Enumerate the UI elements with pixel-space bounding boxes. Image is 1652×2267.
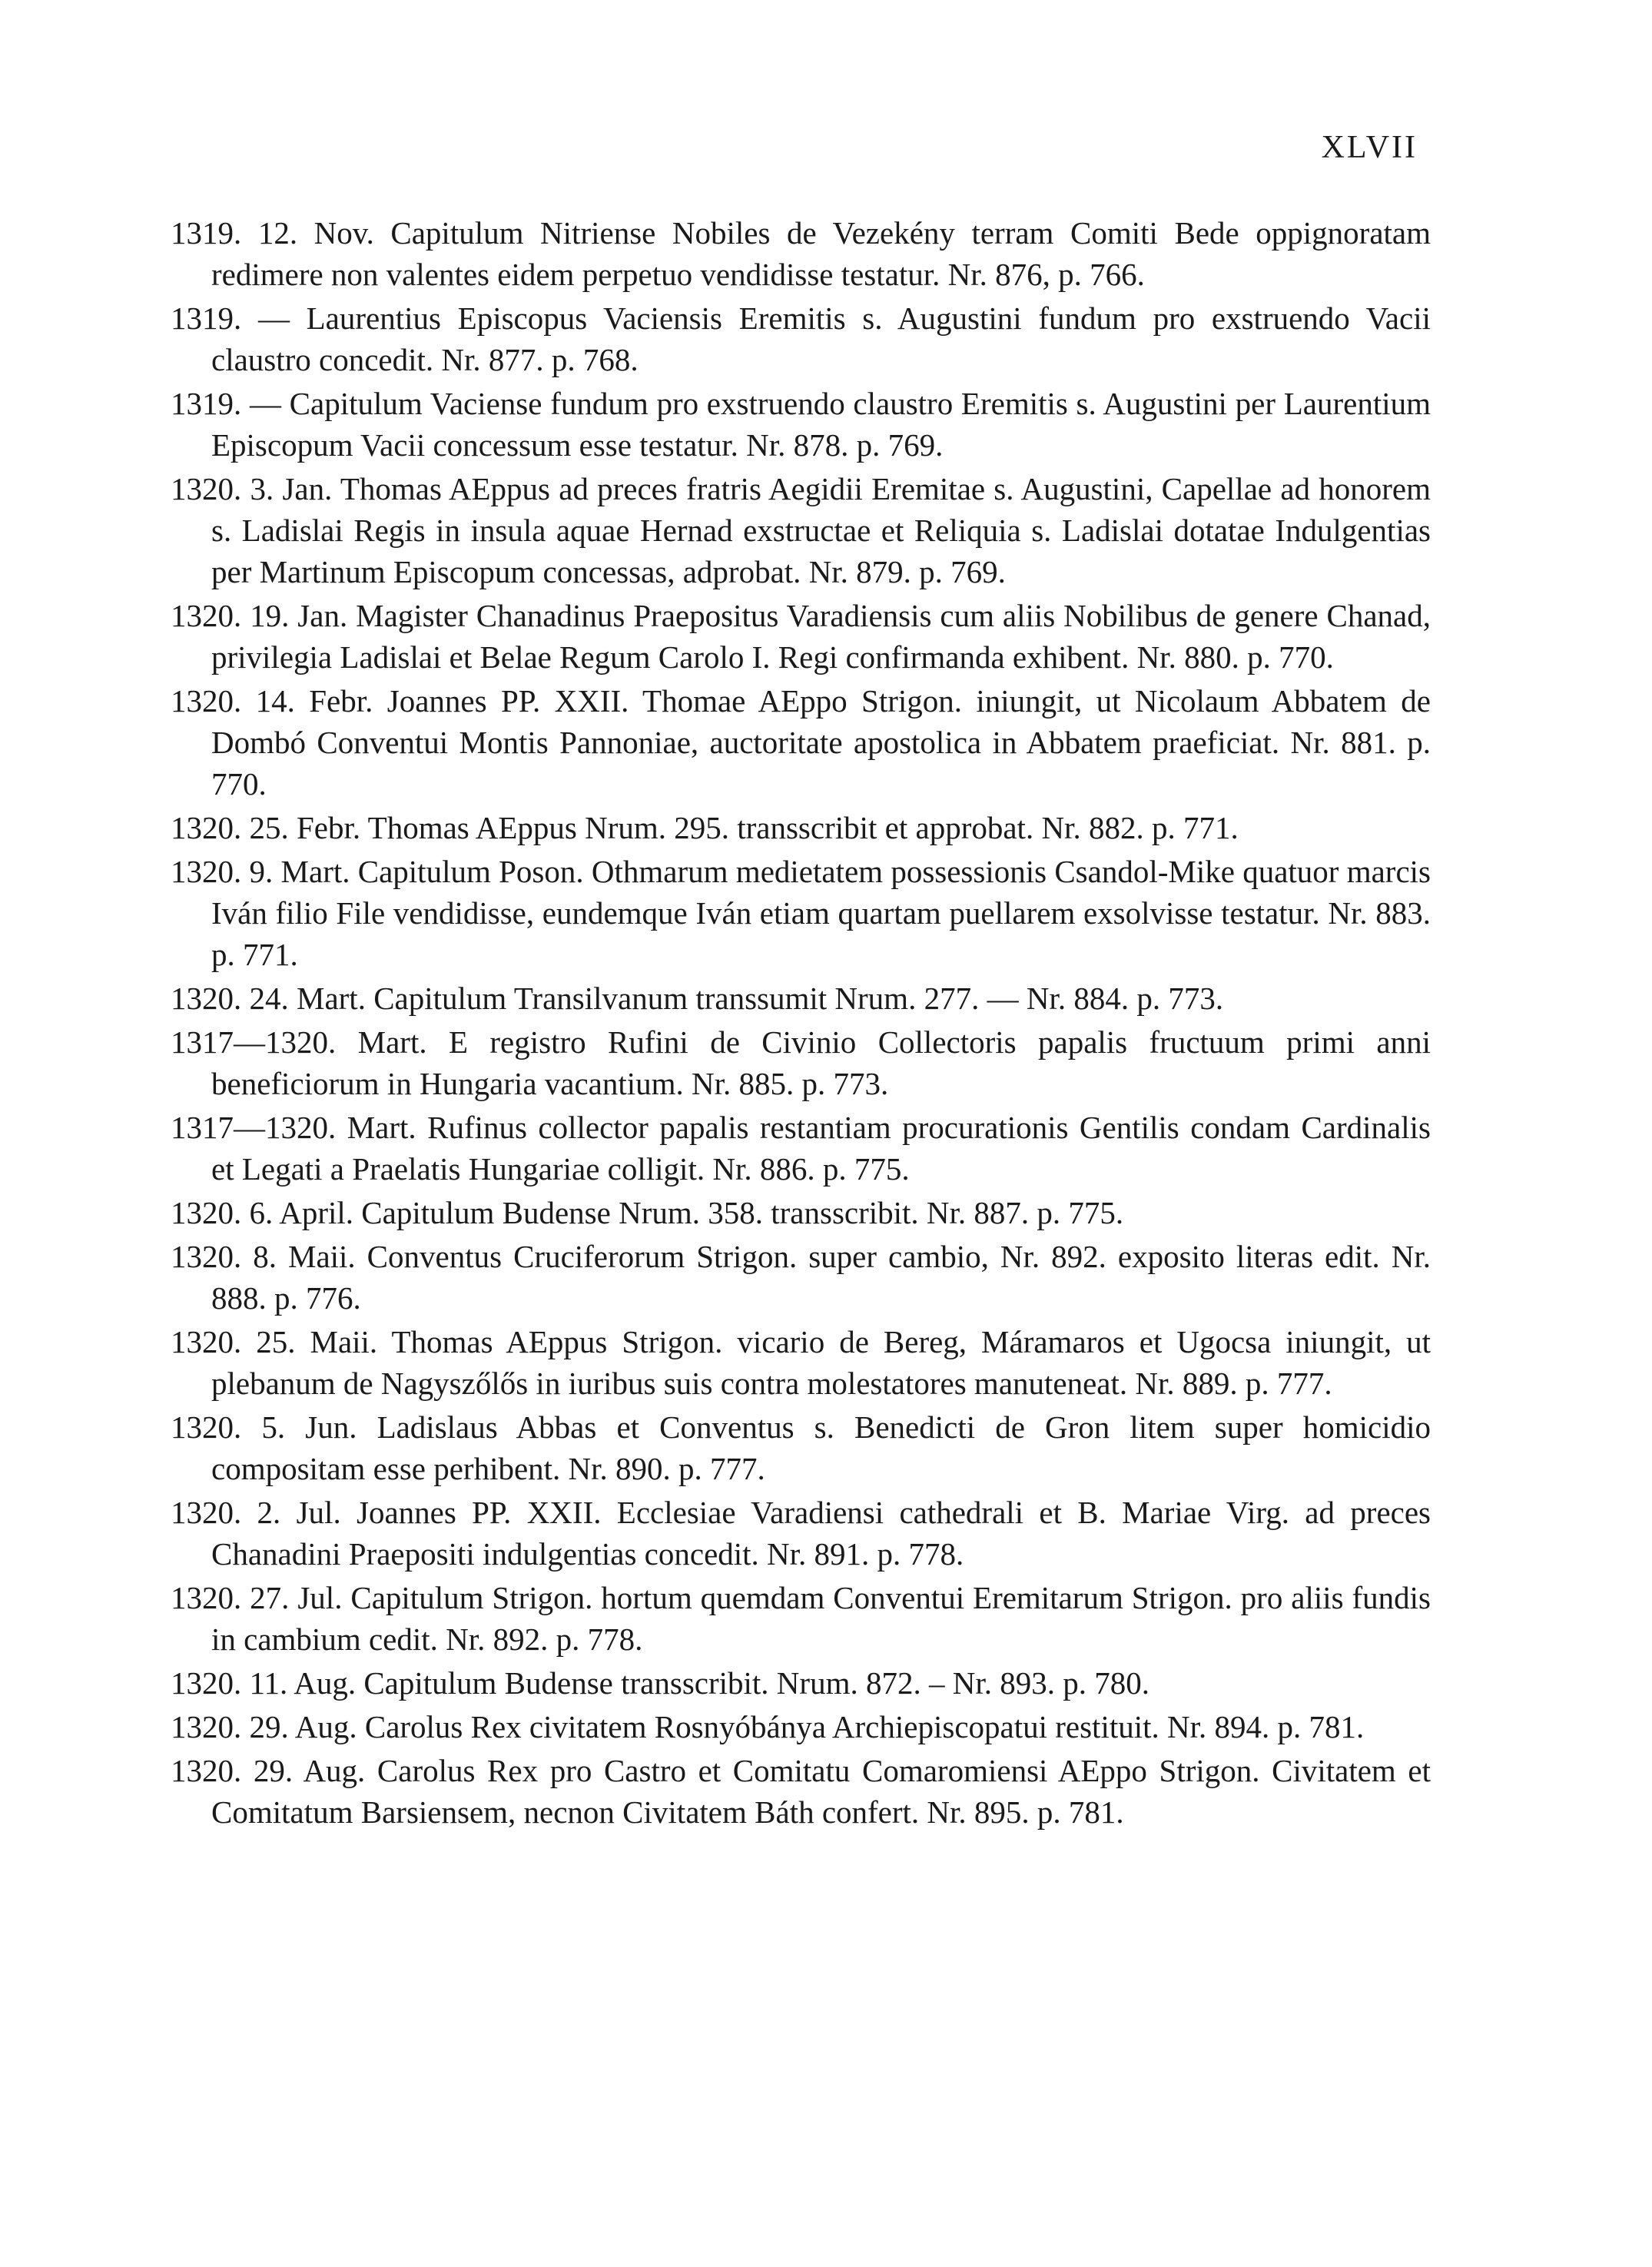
list-item [171, 807, 1431, 848]
entry-text: 1319. — Capitulum Vaciense fundum pro exstruendo claustro Eremitis s. Augustini per Laurentium Episcopum Vacii concessum esse testatur. Nr. 878. p. 769. [171, 386, 1431, 463]
entry-text: 1320. 2. Jul. Joannes PP. XXII. Ecclesiae Varadiensi cathedrali et B. Mariae Virg. ad preces Chanadini Praepositi indulgentias concedit. Nr. 891. p. 778. [171, 1495, 1431, 1572]
entry-text: 1320. 25. Febr. Thomas AEppus Nrum. 295. transscribit et approbat. Nr. 882. p. 771. [171, 810, 1239, 845]
entry-text: 1320. 19. Jan. Magister Chanadinus Praepositus Varadiensis cum aliis Nobilibus de genere Chanad, privilegia Ladislai et Belae Regum Carolo I. Regi confirmanda exhibent. Nr. 880. p. 770. [171, 598, 1431, 675]
list-item [171, 1021, 1431, 1104]
list-item [171, 977, 1431, 1019]
list-item [171, 1492, 1431, 1575]
entry-text: 1320. 3. Jan. Thomas AEppus ad preces fratris Aegidii Eremitae s. Augustini, Capellae ad honorem s. Ladislai Regis in insula aquae Hernad exstructae et Reliquia s. Ladislai dotatae Indulgentias per Martinum Episcopum concessas, adprobat. Nr. 879. p. 769. [171, 471, 1431, 589]
entry-text: 1320. 29. Aug. Carolus Rex civitatem Rosnyóbánya Archiepiscopatui restituit. Nr. 894. p. 781. [171, 1709, 1365, 1744]
entry-text: 1320. 8. Maii. Conventus Cruciferorum Strigon. super cambio, Nr. 892. exposito literas edit. Nr. 888. p. 776. [171, 1239, 1431, 1316]
list-item [171, 1662, 1431, 1704]
list-item [171, 212, 1431, 295]
list-item [171, 297, 1431, 380]
entry-text: 1320. 6. April. Capitulum Budense Nrum. 358. transscribit. Nr. 887. p. 775. [171, 1195, 1124, 1230]
list-item [171, 1321, 1431, 1404]
entry-text: 1320. 9. Mart. Capitulum Poson. Othmarum medietatem possessionis Csandol-Mike quatuor marcis Iván filio File vendidisse, eundemque Iván etiam quartam puellarem exsolvisse testatur. Nr. 883. p. 771. [171, 854, 1431, 972]
entry-text: 1320. 25. Maii. Thomas AEppus Strigon. vicario de Bereg, Máramaros et Ugocsa iniungit, ut plebanum de Nagyszőlős in iuribus suis contra molestatores manuteneat. Nr. 889. p. 777. [171, 1324, 1431, 1401]
list-item [171, 1706, 1431, 1748]
list-item [171, 1406, 1431, 1489]
regesta-list [171, 212, 1431, 1835]
list-item [171, 1236, 1431, 1319]
entry-text: 1317—1320. Mart. E registro Rufini de Civinio Collectoris papalis fructuum primi anni beneficiorum in Hungaria vacantium. Nr. 885. p. 773. [171, 1024, 1431, 1101]
page-number: XLVII [1321, 130, 1418, 165]
list-item [171, 851, 1431, 975]
entry-text: 1317—1320. Mart. Rufinus collector papalis restantiam procurationis Gentilis condam Cardinalis et Legati a Praelatis Hungariae colligit. Nr. 886. p. 775. [171, 1110, 1431, 1187]
entry-text: 1320. 14. Febr. Joannes PP. XXII. Thomae AEppo Strigon. iniungit, ut Nicolaum Abbatem de Dombó Conventui Montis Pannoniae, auctoritate apostolica in Abbatem praeficiat. Nr. 881. p. 770. [171, 683, 1431, 802]
list-item [171, 1750, 1431, 1833]
entry-text: 1320. 5. Jun. Ladislaus Abbas et Conventus s. Benedicti de Gron litem super homicidio compositam esse perhibent. Nr. 890. p. 777. [171, 1409, 1431, 1486]
list-item [171, 680, 1431, 805]
list-item [171, 595, 1431, 678]
list-item [171, 1107, 1431, 1190]
entry-text: 1319. 12. Nov. Capitulum Nitriense Nobiles de Vezekény terram Comiti Bede oppignoratam redimere non valentes eidem perpetuo vendidisse testatur. Nr. 876, p. 766. [171, 215, 1431, 292]
entry-text: 1320. 27. Jul. Capitulum Strigon. hortum quemdam Conventui Eremitarum Strigon. pro aliis fundis in cambium cedit. Nr. 892. p. 778. [171, 1580, 1431, 1657]
entry-text: 1320. 24. Mart. Capitulum Transilvanum transsumit Nrum. 277. — Nr. 884. p. 773. [171, 981, 1224, 1016]
entry-text: 1319. — Laurentius Episcopus Vaciensis Eremitis s. Augustini fundum pro exstruendo Vacii claustro concedit. Nr. 877. p. 768. [171, 300, 1431, 377]
entry-text: 1320. 29. Aug. Carolus Rex pro Castro et Comitatu Comaromiensi AEppo Strigon. Civitatem et Comitatum Barsiensem, necnon Civitatem Báth confert. Nr. 895. p. 781. [171, 1753, 1431, 1830]
list-item [171, 1577, 1431, 1660]
list-item [171, 383, 1431, 466]
entry-text: 1320. 11. Aug. Capitulum Budense transscribit. Nrum. 872. – Nr. 893. p. 780. [171, 1665, 1149, 1701]
list-item [171, 468, 1431, 592]
list-item [171, 1192, 1431, 1233]
